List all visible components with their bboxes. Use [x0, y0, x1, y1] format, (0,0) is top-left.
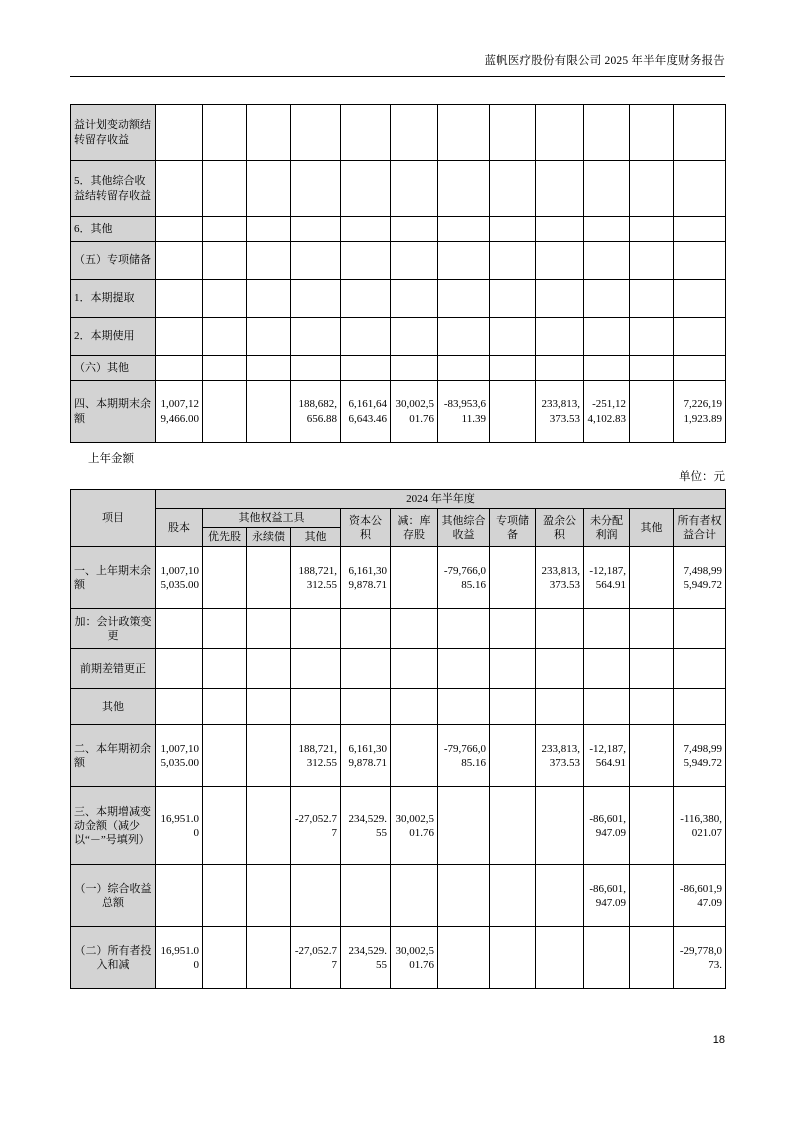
row-label: （六）其他 — [71, 356, 156, 381]
table-row — [71, 725, 726, 787]
table-cell: 16,951.00 — [156, 927, 203, 989]
table-cell — [247, 787, 291, 865]
table-cell: 7,498,995,949.72 — [674, 725, 726, 787]
table-cell — [536, 161, 584, 217]
table-cell — [391, 689, 438, 725]
table-cell — [391, 649, 438, 689]
prev-year-amount-label: 上年金额 — [88, 453, 134, 465]
table-cell — [156, 242, 203, 280]
equity-change-table-current-period — [70, 104, 726, 443]
table-cell: 1,007,105,035.00 — [156, 547, 203, 609]
table-cell: 188,721,312.55 — [291, 547, 341, 609]
table-cell — [341, 609, 391, 649]
table-cell — [341, 356, 391, 381]
table-cell — [291, 318, 341, 356]
table-cell — [203, 609, 247, 649]
table-cell — [490, 547, 536, 609]
header-col-other-comprehensive-income: 其他综合收益 — [438, 509, 490, 547]
row-label: 6．其他 — [71, 217, 156, 242]
table-cell: 6,161,309,878.71 — [341, 725, 391, 787]
table-cell — [630, 689, 674, 725]
table-cell: -116,380,021.07 — [674, 787, 726, 865]
row-label: 一、上年期末余额 — [71, 547, 156, 609]
table-cell — [630, 865, 674, 927]
table-cell — [156, 280, 203, 318]
table-cell — [341, 649, 391, 689]
table-cell — [630, 242, 674, 280]
table-cell — [630, 280, 674, 318]
row-label: 二、本年期初余额 — [71, 725, 156, 787]
table-cell — [490, 609, 536, 649]
table-cell — [438, 865, 490, 927]
table-cell — [156, 318, 203, 356]
table-cell — [674, 356, 726, 381]
table-cell — [490, 161, 536, 217]
table-cell — [247, 725, 291, 787]
table-cell: -86,601,947.09 — [674, 865, 726, 927]
table-cell — [203, 105, 247, 161]
table-cell: -79,766,085.16 — [438, 725, 490, 787]
table-cell — [438, 242, 490, 280]
table-cell — [156, 356, 203, 381]
table-cell — [536, 105, 584, 161]
table-cell — [341, 217, 391, 242]
table-cell — [247, 318, 291, 356]
table-cell — [536, 318, 584, 356]
table-cell — [291, 161, 341, 217]
table-cell: 188,682,656.88 — [291, 381, 341, 443]
table-cell: -251,124,102.83 — [584, 381, 630, 443]
table-cell: 30,002,501.76 — [391, 787, 438, 865]
table-cell — [630, 217, 674, 242]
table-cell — [584, 242, 630, 280]
row-label: 2．本期使用 — [71, 318, 156, 356]
table-cell — [156, 689, 203, 725]
table-cell — [438, 356, 490, 381]
table-cell: 7,498,995,949.72 — [674, 547, 726, 609]
header-col-capital-reserve: 资本公积 — [341, 509, 391, 547]
row-label: （二）所有者投入和减 — [71, 927, 156, 989]
table-cell — [203, 242, 247, 280]
table2-body — [71, 547, 726, 989]
table-cell — [438, 217, 490, 242]
table2-head — [71, 490, 726, 547]
table-row — [71, 927, 726, 989]
table-cell — [674, 609, 726, 649]
table-cell — [291, 649, 341, 689]
row-label: 其他 — [71, 689, 156, 725]
table-cell — [630, 318, 674, 356]
table-cell — [674, 649, 726, 689]
table-cell — [630, 547, 674, 609]
table-cell — [203, 161, 247, 217]
header-col-special-reserve: 专项储备 — [490, 509, 536, 547]
row-label: （五）专项储备 — [71, 242, 156, 280]
table-cell: -86,601,947.09 — [584, 865, 630, 927]
table-cell — [490, 865, 536, 927]
table-cell — [247, 381, 291, 443]
table-cell — [391, 609, 438, 649]
table-cell — [341, 280, 391, 318]
table-cell: 233,813,373.53 — [536, 725, 584, 787]
table2-header-row-1 — [71, 490, 726, 509]
row-label: 三、本期增减变动金额（减少以“－”号填列） — [71, 787, 156, 865]
table-cell — [490, 787, 536, 865]
table-cell — [291, 105, 341, 161]
table-cell — [247, 649, 291, 689]
table-cell — [584, 356, 630, 381]
table-cell — [490, 217, 536, 242]
table-cell — [341, 865, 391, 927]
table-cell — [391, 217, 438, 242]
table-cell — [203, 865, 247, 927]
row-label: 益计划变动额结转留存收益 — [71, 105, 156, 161]
header-col-undistributed-profit: 未分配利润 — [584, 509, 630, 547]
table-cell — [156, 865, 203, 927]
table-cell — [490, 318, 536, 356]
table-cell — [438, 609, 490, 649]
table-cell — [536, 927, 584, 989]
table-cell — [203, 689, 247, 725]
table-row — [71, 547, 726, 609]
table-cell — [247, 242, 291, 280]
table-cell — [247, 161, 291, 217]
table-cell — [156, 649, 203, 689]
table-cell: 234,529.55 — [341, 787, 391, 865]
table-cell: -27,052.77 — [291, 787, 341, 865]
table-cell — [341, 689, 391, 725]
table-cell — [630, 609, 674, 649]
table-cell — [203, 356, 247, 381]
table-cell — [490, 725, 536, 787]
table-cell — [584, 280, 630, 318]
table-cell — [156, 609, 203, 649]
table-cell — [490, 280, 536, 318]
table-cell — [438, 318, 490, 356]
header-col-other-instruments: 其他 — [291, 528, 341, 547]
table-cell — [674, 318, 726, 356]
table-cell — [584, 609, 630, 649]
table-cell — [438, 280, 490, 318]
table-cell — [584, 161, 630, 217]
table-cell — [247, 865, 291, 927]
table-cell — [674, 242, 726, 280]
table-cell — [391, 161, 438, 217]
table-cell — [438, 161, 490, 217]
table-cell — [247, 547, 291, 609]
table-row — [71, 381, 726, 443]
table-cell — [536, 689, 584, 725]
table-cell — [674, 161, 726, 217]
table-cell — [247, 217, 291, 242]
table-cell — [630, 356, 674, 381]
table-cell — [490, 356, 536, 381]
table-cell: 234,529.55 — [341, 927, 391, 989]
table-cell — [291, 280, 341, 318]
table-cell — [391, 865, 438, 927]
page-number: 18 — [712, 1034, 725, 1046]
table-cell — [203, 381, 247, 443]
table-cell — [341, 318, 391, 356]
table-cell: 233,813,373.53 — [536, 547, 584, 609]
row-label: 加：会计政策变更 — [71, 609, 156, 649]
table-cell — [490, 927, 536, 989]
header-col-preferred-shares: 优先股 — [203, 528, 247, 547]
table-cell: 1,007,105,035.00 — [156, 725, 203, 787]
table-cell — [630, 725, 674, 787]
table-cell — [630, 105, 674, 161]
table-cell — [536, 242, 584, 280]
header-col-treasury-stock: 减：库存股 — [391, 509, 438, 547]
header-item: 项目 — [71, 490, 156, 547]
equity-change-table-prior-period — [70, 489, 726, 989]
table-cell — [490, 105, 536, 161]
table-row — [71, 280, 726, 318]
table-cell — [490, 649, 536, 689]
table-cell — [203, 927, 247, 989]
table-cell — [536, 865, 584, 927]
table-cell — [438, 927, 490, 989]
header-col-surplus-reserve: 盈余公积 — [536, 509, 584, 547]
table-cell — [584, 689, 630, 725]
table-cell — [247, 689, 291, 725]
row-label: 5．其他综合收益结转留存收益 — [71, 161, 156, 217]
header-col-share-capital: 股本 — [156, 509, 203, 547]
table-cell — [291, 242, 341, 280]
row-label: （一）综合收益总额 — [71, 865, 156, 927]
table-cell — [341, 242, 391, 280]
table-cell: 30,002,501.76 — [391, 381, 438, 443]
table-cell — [203, 318, 247, 356]
table-cell — [391, 242, 438, 280]
table-cell — [536, 609, 584, 649]
table-cell — [674, 217, 726, 242]
table-cell — [438, 689, 490, 725]
table-cell — [674, 689, 726, 725]
table-row — [71, 318, 726, 356]
table-row — [71, 105, 726, 161]
header-period: 2024 年半年度 — [156, 490, 726, 509]
table-cell — [203, 280, 247, 318]
table-cell: -79,766,085.16 — [438, 547, 490, 609]
table-row — [71, 161, 726, 217]
table-row — [71, 217, 726, 242]
table-cell — [291, 609, 341, 649]
row-label: 前期差错更正 — [71, 649, 156, 689]
table-cell — [156, 217, 203, 242]
table-row — [71, 609, 726, 649]
table-row — [71, 649, 726, 689]
table-cell — [341, 105, 391, 161]
table-cell — [630, 649, 674, 689]
table-cell: 30,002,501.76 — [391, 927, 438, 989]
table-cell: -27,052.77 — [291, 927, 341, 989]
table-cell: -12,187,564.91 — [584, 547, 630, 609]
table-cell: 6,161,646,643.46 — [341, 381, 391, 443]
table-cell — [536, 217, 584, 242]
table-cell — [391, 356, 438, 381]
table-cell: -86,601,947.09 — [584, 787, 630, 865]
table-row — [71, 787, 726, 865]
table-cell — [490, 242, 536, 280]
equity-change-table-prior-period-wrap — [70, 489, 726, 1030]
table-cell: 233,813,373.53 — [536, 381, 584, 443]
header-col-perpetual-bonds: 永续债 — [247, 528, 291, 547]
table-row — [71, 865, 726, 927]
table-cell — [584, 927, 630, 989]
table-cell — [536, 356, 584, 381]
table-cell — [536, 280, 584, 318]
row-label: 四、本期期末余额 — [71, 381, 156, 443]
table-cell — [438, 105, 490, 161]
table-cell — [341, 161, 391, 217]
table-cell — [630, 927, 674, 989]
table-cell — [536, 649, 584, 689]
unit-label: 单位：元 — [679, 471, 725, 483]
table-cell — [438, 649, 490, 689]
table-cell — [247, 927, 291, 989]
table-cell — [584, 105, 630, 161]
table-cell — [247, 105, 291, 161]
table-cell — [674, 105, 726, 161]
table-cell — [391, 318, 438, 356]
table-cell — [203, 649, 247, 689]
table-row — [71, 242, 726, 280]
table-cell — [584, 649, 630, 689]
table-cell: 188,721,312.55 — [291, 725, 341, 787]
table-cell — [391, 725, 438, 787]
table-cell: -12,187,564.91 — [584, 725, 630, 787]
table-cell — [674, 280, 726, 318]
table-cell — [156, 105, 203, 161]
row-label: 1．本期提取 — [71, 280, 156, 318]
header-group-other-equity-instruments: 其他权益工具 — [203, 509, 341, 528]
table-cell — [291, 689, 341, 725]
table-cell — [247, 356, 291, 381]
table-cell — [247, 609, 291, 649]
table-cell — [203, 787, 247, 865]
table-cell — [584, 318, 630, 356]
header-col-other: 其他 — [630, 509, 674, 547]
table-cell: 7,226,191,923.89 — [674, 381, 726, 443]
table-cell — [391, 280, 438, 318]
table-row — [71, 356, 726, 381]
table-row — [71, 689, 726, 725]
table-cell — [536, 787, 584, 865]
header-col-total-equity: 所有者权益合计 — [674, 509, 726, 547]
table-cell — [490, 381, 536, 443]
equity-change-table-current-period-wrap — [70, 104, 726, 443]
table-cell: -83,953,611.39 — [438, 381, 490, 443]
table-cell — [203, 547, 247, 609]
table-cell — [203, 725, 247, 787]
table-cell — [630, 381, 674, 443]
table-cell: 16,951.00 — [156, 787, 203, 865]
table-cell — [291, 356, 341, 381]
table-cell: 1,007,129,466.00 — [156, 381, 203, 443]
table-cell — [291, 865, 341, 927]
table-cell — [630, 161, 674, 217]
table-cell — [203, 217, 247, 242]
table-cell — [630, 787, 674, 865]
table-cell — [391, 547, 438, 609]
table-cell — [490, 689, 536, 725]
table-cell: 6,161,309,878.71 — [341, 547, 391, 609]
table2-header-row-2 — [71, 509, 726, 528]
table-cell — [156, 161, 203, 217]
header-divider — [70, 76, 725, 77]
table-cell — [247, 280, 291, 318]
page-header-title: 蓝帆医疗股份有限公司 2025 年半年度财务报告 — [484, 55, 725, 67]
table-cell — [584, 217, 630, 242]
table-cell — [438, 787, 490, 865]
table-cell — [391, 105, 438, 161]
table1-body — [71, 105, 726, 443]
table-cell — [291, 217, 341, 242]
table-cell: -29,778,073. — [674, 927, 726, 989]
